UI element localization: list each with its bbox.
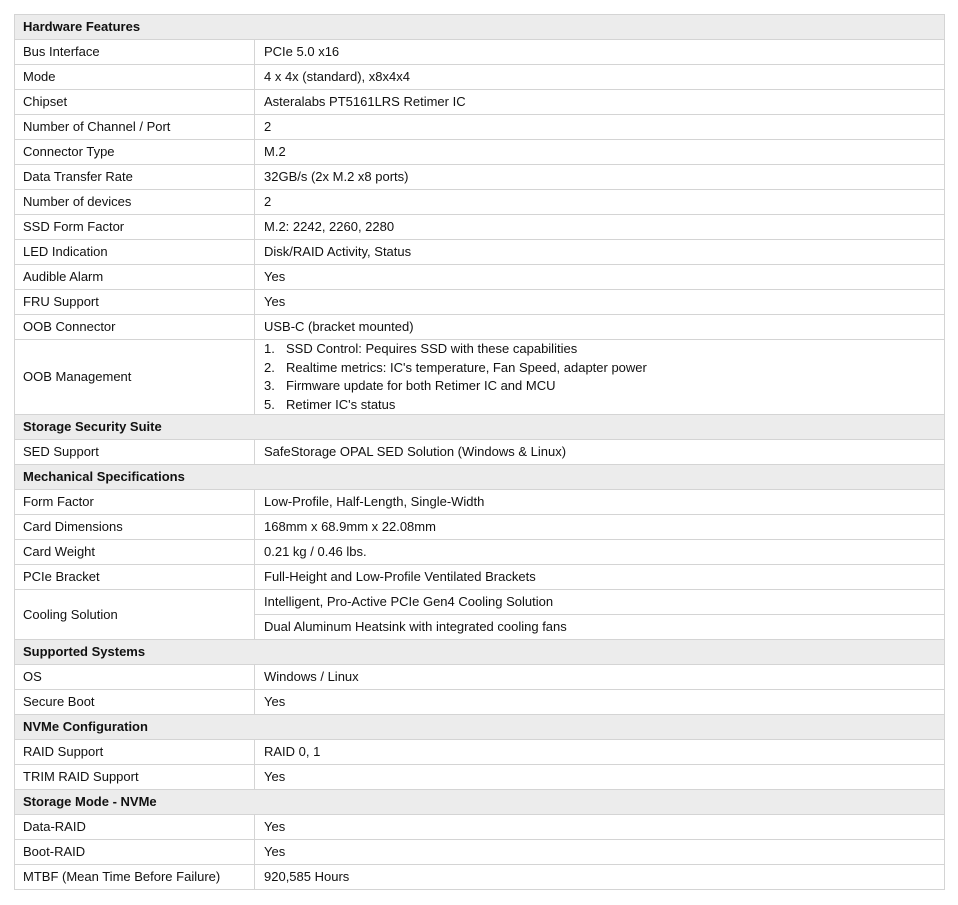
list-text: Retimer IC's status: [286, 396, 396, 412]
table-row: [15, 665, 945, 690]
spec-value: Yes: [255, 690, 945, 715]
table-row: [15, 865, 945, 890]
section-header: [15, 465, 945, 490]
table-row: [15, 265, 945, 290]
table-row: [15, 140, 945, 165]
spec-value: 0.21 kg / 0.46 lbs.: [255, 540, 945, 565]
spec-label: Connector Type: [15, 140, 255, 165]
list-item: [264, 359, 944, 378]
specification-table: [14, 14, 945, 890]
section-title: NVMe Configuration: [15, 715, 945, 740]
oob-management-list: [264, 340, 944, 414]
section-header: [15, 415, 945, 440]
table-row: [15, 115, 945, 140]
section-header: [15, 715, 945, 740]
table-row: [15, 490, 945, 515]
table-row: [15, 740, 945, 765]
list-text: SSD Control: Pequires SSD with these capabilities: [286, 341, 578, 356]
table-row-cooling: [15, 590, 945, 615]
spec-value: 4 x 4x (standard), x8x4x4: [255, 65, 945, 90]
list-number: 1.: [264, 341, 275, 356]
spec-value: Yes: [255, 265, 945, 290]
section-title: Hardware Features: [15, 15, 945, 40]
list-text: Firmware update for both Retimer IC and MCU: [286, 378, 556, 393]
list-number: 2.: [264, 359, 275, 375]
spec-label: RAID Support: [15, 740, 255, 765]
spec-value: 32GB/s (2x M.2 x8 ports): [255, 165, 945, 190]
table-row: [15, 315, 945, 340]
table-row-oob-management: [15, 340, 945, 415]
table-row: [15, 165, 945, 190]
spec-label: Card Dimensions: [15, 515, 255, 540]
spec-value: Dual Aluminum Heatsink with integrated cooling fans: [255, 615, 945, 640]
spec-value: PCIe 5.0 x16: [255, 40, 945, 65]
section-header: [15, 790, 945, 815]
spec-value: Low-Profile, Half-Length, Single-Width: [255, 490, 945, 515]
spec-label: LED Indication: [15, 240, 255, 265]
spec-value: M.2: 2242, 2260, 2280: [255, 215, 945, 240]
spec-label: Data-RAID: [15, 815, 255, 840]
spec-label: OS: [15, 665, 255, 690]
spec-value: 2: [255, 115, 945, 140]
table-row: [15, 190, 945, 215]
list-number: 5.: [264, 396, 275, 412]
table-row: [15, 690, 945, 715]
table-row: [15, 215, 945, 240]
list-number: 3.: [264, 378, 275, 393]
spec-value: 168mm x 68.9mm x 22.08mm: [255, 515, 945, 540]
spec-label: SED Support: [15, 440, 255, 465]
spec-label: Boot-RAID: [15, 840, 255, 865]
table-row: [15, 840, 945, 865]
section-title: Storage Mode - NVMe: [15, 790, 945, 815]
spec-value: Asteralabs PT5161LRS Retimer IC: [255, 90, 945, 115]
spec-value: Yes: [255, 290, 945, 315]
section-title: Supported Systems: [15, 640, 945, 665]
spec-value: Yes: [255, 765, 945, 790]
spec-value: RAID 0, 1: [255, 740, 945, 765]
spec-label: Audible Alarm: [15, 265, 255, 290]
list-item: [264, 377, 944, 396]
spec-value: Disk/RAID Activity, Status: [255, 240, 945, 265]
spec-value: USB-C (bracket mounted): [255, 315, 945, 340]
spec-label: SSD Form Factor: [15, 215, 255, 240]
spec-value: 920,585 Hours: [255, 865, 945, 890]
table-row: [15, 540, 945, 565]
table-row: [15, 290, 945, 315]
section-title: Mechanical Specifications: [15, 465, 945, 490]
spec-value: 2: [255, 190, 945, 215]
table-row: [15, 765, 945, 790]
spec-label: Data Transfer Rate: [15, 165, 255, 190]
spec-label: OOB Connector: [15, 315, 255, 340]
spec-value: Intelligent, Pro-Active PCIe Gen4 Cooling Solution: [255, 590, 945, 615]
spec-value: SafeStorage OPAL SED Solution (Windows & Linux): [255, 440, 945, 465]
table-row: [15, 565, 945, 590]
table-row: [15, 40, 945, 65]
spec-label: Form Factor: [15, 490, 255, 515]
spec-value: Full-Height and Low-Profile Ventilated Brackets: [255, 565, 945, 590]
section-header: [15, 15, 945, 40]
table-row: [15, 440, 945, 465]
spec-value: M.2: [255, 140, 945, 165]
spec-label: Bus Interface: [15, 40, 255, 65]
section-title: Storage Security Suite: [15, 415, 945, 440]
list-item: [264, 396, 944, 415]
spec-label: TRIM RAID Support: [15, 765, 255, 790]
spec-label: PCIe Bracket: [15, 565, 255, 590]
spec-label: Card Weight: [15, 540, 255, 565]
spec-label: Cooling Solution: [15, 590, 255, 640]
table-row: [15, 90, 945, 115]
list-item: [264, 340, 944, 359]
spec-label: Number of Channel / Port: [15, 115, 255, 140]
spec-label: Secure Boot: [15, 690, 255, 715]
table-row: [15, 65, 945, 90]
spec-value: Yes: [255, 840, 945, 865]
spec-label: FRU Support: [15, 290, 255, 315]
spec-label: OOB Management: [15, 340, 255, 415]
spec-label: Mode: [15, 65, 255, 90]
table-row: [15, 815, 945, 840]
spec-sheet: [14, 14, 944, 890]
spec-label: Chipset: [15, 90, 255, 115]
table-row: [15, 515, 945, 540]
section-header: [15, 640, 945, 665]
spec-label: Number of devices: [15, 190, 255, 215]
list-text: Realtime metrics: IC's temperature, Fan Speed, adapter power: [286, 359, 647, 375]
table-row: [15, 240, 945, 265]
spec-value-list: [255, 340, 945, 415]
spec-value: Windows / Linux: [255, 665, 945, 690]
spec-label: MTBF (Mean Time Before Failure): [15, 865, 255, 890]
spec-value: Yes: [255, 815, 945, 840]
